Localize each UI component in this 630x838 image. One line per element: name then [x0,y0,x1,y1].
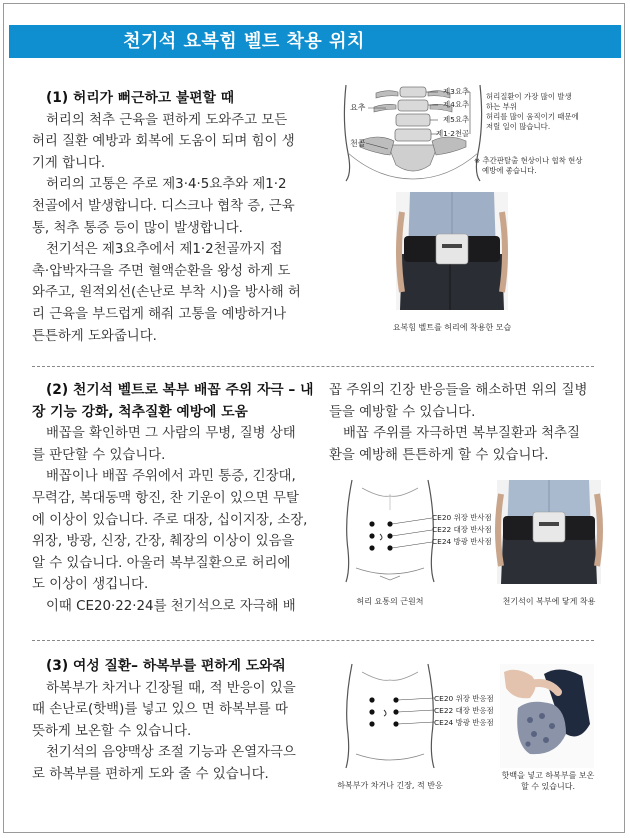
paragraph-line: 와주고, 원적외선(손난로 부착 시)을 방사해 허 [32,285,301,301]
paragraph-line: 배꼽을 확인하면 그 사람의 무병, 질병 상태 [46,426,296,442]
paragraph-line: 기게 합니다. [32,155,106,171]
section2-text-left [32,380,322,618]
abdomen-caption: 허리 요통의 근원처 [356,597,424,606]
paragraph-line: 도 이상이 생깁니다. [32,577,149,593]
section3-heading: (3) 여성 질환– 하복부를 편하게 도와줘 [46,658,286,674]
label-sacrum: 천골 [350,139,366,148]
paragraph-line: 허리의 고통은 주로 제3·4·5요추와 제1·2 [46,177,287,193]
section2-heading: (2) 천기석 벨트로 복부 배꼽 주위 자극 – 내 [46,382,314,398]
note-line: 예방에 좋습니다. [482,166,537,175]
abdomen-diagram [340,480,440,582]
spine-note [486,92,606,132]
section2-text-right [329,380,619,466]
caption-line: 할 수 있습니다. [521,782,575,791]
point-ce24: CE24 방광 반응점 [434,718,494,727]
point-ce22: CE22 대장 반응점 [434,706,494,715]
paragraph-line: 알 수 있습니다. 아울러 복부질환으로 허리에 [32,555,291,571]
label-l3: 제3요추 [443,87,470,96]
section2-heading: 장 기능 강화, 척추질환 예방에 도움 [32,403,248,420]
paragraph-line: 튼튼하게 도와줍니다. [32,328,157,344]
caption-line: 핫백을 넣고 하복부를 보온 [501,771,595,780]
point-ce24: CE24 방광 반사점 [432,537,492,546]
abdomen-diagram-2 [340,664,440,768]
paragraph-line: 들을 예방할 수 있습니다. [329,404,476,420]
hotpack-caption [486,770,610,792]
label-l4: 제4요추 [443,100,470,109]
paragraph-line: 무력감, 복대동맥 항진, 찬 기운이 있으면 무탈 [32,490,299,506]
front-belt-photo [497,480,601,584]
paragraph-line: 꼽 주위의 긴장 반응들을 해소하면 위의 질병 [329,383,588,398]
paragraph-line: 배꼽이나 배꼽 주위에서 과민 통증, 긴장대, [46,469,296,485]
paragraph-line: 이때 CE20·22·24를 천기석으로 자극해 배 [46,598,296,614]
note-line: 저릴 일이 많습니다. [486,122,551,131]
note-line: 허리를 많이 움직이기 때문에 [486,112,579,121]
point-ce20: CE20 위장 반응점 [434,694,494,703]
paragraph-line: 천기석의 음양맥상 조절 기능과 온열자극으 [46,745,296,761]
paragraph-line: 로 하복부를 편하게 도와 줄 수 있습니다. [32,766,269,782]
section3-text [32,656,322,786]
paragraph-line: 촉·압박자극을 주면 혈액순환을 왕성 하게 도 [32,263,291,279]
back-belt-caption: 요복힘 벨트를 허리에 착용한 모습 [392,323,512,332]
note-line: 허리질환이 가장 많이 발생 [486,92,572,101]
paragraph-line: 천골에서 발생합니다. 디스크나 협착 증, 근육 [32,198,295,214]
paragraph-line: 환을 예방해 튼튼하게 할 수 있습니다. [329,447,549,463]
label-s12: 제1·2천골 [436,129,470,138]
back-belt-photo [396,192,508,310]
abdomen-caption-2: 하복부가 차거나 긴장, 적 반응 [337,781,443,790]
note-line: 하는 부위 [486,102,517,111]
paragraph-line: 배꼽 주위를 자극하면 복부질환과 척추질 [343,426,580,442]
paragraph-line: 통, 척추 통증 등이 많이 발생합니다. [32,220,243,236]
paragraph-line: 허리의 척추 근육을 편하게 도와주고 모든 [46,112,288,128]
paragraph-line: 하복부가 차거나 긴장될 때, 적 반응이 있을 [46,680,296,696]
section-divider [32,366,594,367]
point-ce20: CE20 위장 반사점 [432,513,492,522]
paragraph-line: 허리 질환 예방과 회복에 도움이 되며 힘이 생 [32,134,295,150]
paragraph-line: 에 이상이 있습니다. 주로 대장, 십이지장, 소장, [32,512,308,528]
paragraph-line: 천기석은 제3요추에서 제1·2천골까지 접 [46,242,283,258]
paragraph-line: 뜻하게 보온할 수 있습니다. [32,723,192,739]
label-l5: 제5요추 [443,115,470,124]
label-lumbar: 요추 [350,103,366,112]
section1-heading: (1) 허리가 뻐근하고 불편할 때 [46,90,235,106]
paragraph-line: 리 근육을 부드럽게 해줘 고통을 예방하거나 [32,306,287,322]
paragraph-line: 위장, 방광, 신장, 간장, 췌장의 이상이 있음을 [32,534,295,550]
paragraph-line: 를 판단할 수 있습니다. [32,447,166,463]
note-line: ※ 추간판탈출 현상이나 협착 현상 [474,156,583,165]
section-divider [32,640,594,641]
hotpack-photo [500,664,594,768]
page-title: 천기석 요복힘 벨트 착용 위치 [123,31,365,52]
front-belt-caption: 천기석이 복부에 닿게 착용 [502,597,596,606]
point-ce22: CE22 대장 반사점 [432,525,492,534]
section1-text [32,88,322,347]
title-banner [9,25,621,58]
spine-note-2 [474,156,614,176]
paragraph-line: 때 손난로(핫백)를 넣고 있으 면 하복부를 따 [32,702,288,718]
